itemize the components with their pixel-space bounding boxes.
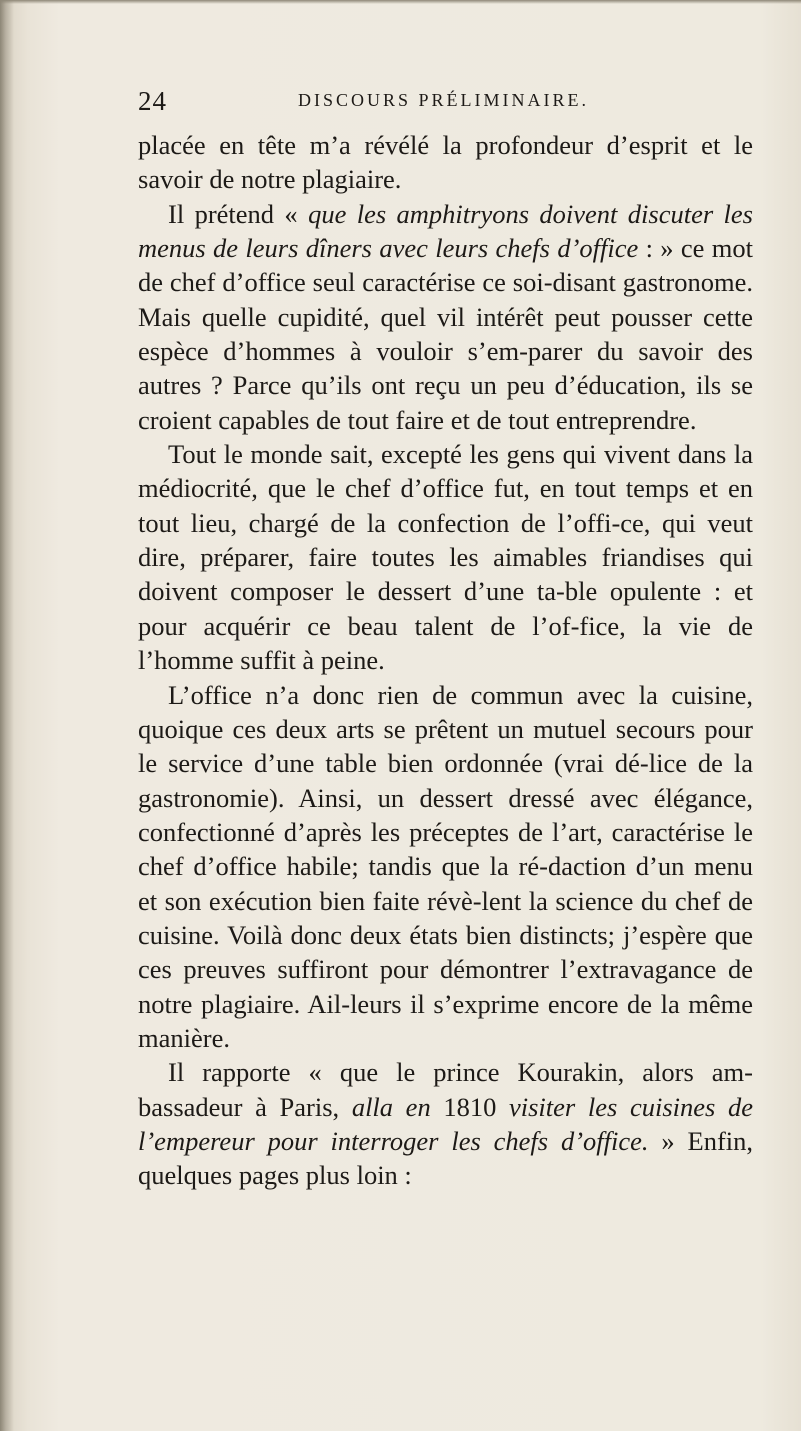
binding-shadow (0, 0, 14, 1431)
text-run: L’office n’a donc rien de commun avec la cuisine, quoique ces deux arts se prêtent un mutuel secours pour le service d’une table bien ordonnée (vrai dé-lice de la gastronomie). Ainsi, un dessert dressé avec élégance, confectionné d’après les préceptes de l’art, caractérise le chef d’office habile; tandis que la ré-daction d’un menu et son exécution bien faite révè-lent la science du chef de cuisine. Voilà donc deux états bien distincts; j’espère que ces preuves suffiront pour démontrer l’extravagance de notre plagiaire. Ail-leurs il s’exprime encore de la même manière. (138, 679, 753, 1053)
italic-quotation: visiter les cuisines de l’empereur pour interroger les chefs d’office. (138, 1091, 753, 1156)
page-number: 24 (138, 86, 167, 116)
italic-quotation: alla en (351, 1091, 431, 1122)
text-run: Il prétend « (168, 198, 309, 229)
text-run: placée en tête m’a révélé la profondeur d’esprit et le savoir de notre plagiaire. (138, 130, 753, 195)
page-top-edge (0, 0, 801, 4)
text-run: Tout le monde sait, excepté les gens qui vivent dans la médiocrité, que le chef d’office fut, en tout temps et en tout lieu, chargé de la confection de l’offi-ce, qui veut dire, préparer, faire toutes les aimables friandises qui doivent composer le dessert d’une ta-ble opulente : et pour acquérir ce beau talent de l’of-fice, la vie de l’homme suffit à peine. (138, 439, 753, 676)
paragraph (138, 128, 753, 197)
paragraph (138, 197, 753, 437)
italic-quotation: que les amphitryons doivent discuter les menus de leurs dîners avec leurs chefs d’office (138, 198, 753, 264)
paragraph (138, 678, 753, 1056)
text-run: 1810 (430, 1091, 509, 1122)
page-header (138, 86, 658, 116)
paragraph (138, 1055, 753, 1192)
text-run: » Enfin, quelques pages plus loin : (138, 1125, 754, 1191)
running-head: DISCOURS PRÉLIMINAIRE. (298, 90, 590, 110)
body-text (138, 128, 753, 1193)
text-run: : » ce mot de chef d’office seul caractérise ce soi-disant gastronome. Mais quelle cupidité, quel vil intérêt peut pousser cette espèce d’hommes à vouloir s’em-parer du savoir des autres ? Parce qu’ils ont reçu un peu d’éducation, ils se croient capables de tout faire et de tout entreprendre. (138, 233, 753, 435)
text-run: Il rapporte « que le prince Kourakin, alors am-bassadeur à Paris, (138, 1057, 753, 1122)
paragraph (138, 437, 753, 677)
